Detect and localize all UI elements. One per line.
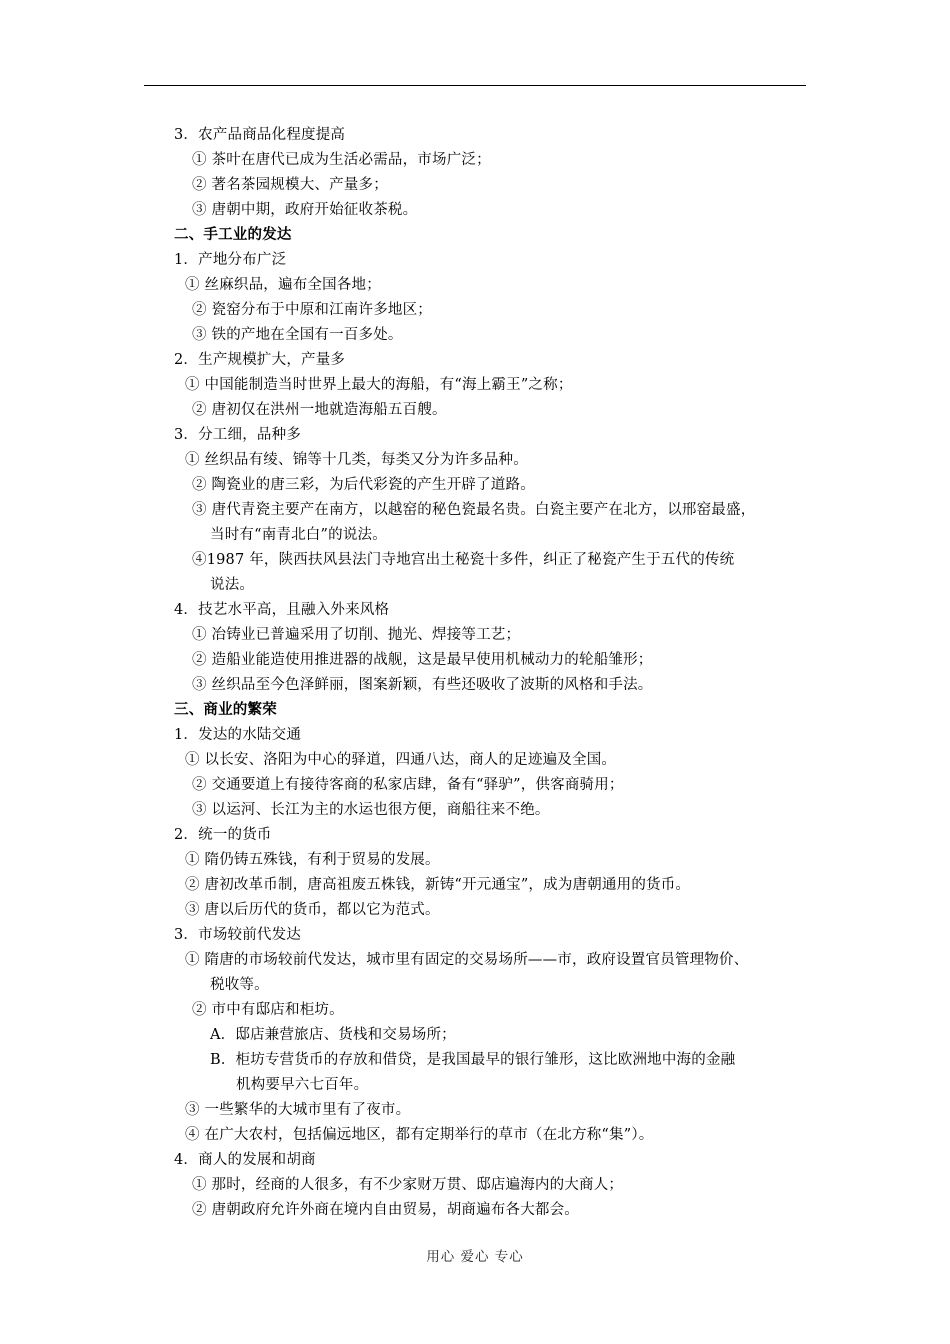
text-line: ① 丝麻织品，遍布全国各地；: [185, 277, 381, 293]
header-rule: [144, 85, 806, 86]
text-line: ③ 丝织品至今色泽鲜丽，图案新颖，有些还吸收了波斯的风格和手法。: [192, 677, 653, 693]
text-line: ③ 铁的产地在全国有一百多处。: [192, 327, 403, 343]
text-line: ① 冶铸业已普遍采用了切削、抛光、焊接等工艺；: [192, 627, 521, 643]
text-line: 3．市场较前代发达: [174, 927, 302, 943]
text-line: ② 唐朝政府允许外商在境内自由贸易，胡商遍布各大都会。: [192, 1202, 580, 1218]
text-line: ② 唐初改革币制，唐高祖废五株钱，新铸“开元通宝”，成为唐朝通用的货币。: [185, 877, 691, 893]
text-line: ③ 以运河、长江为主的水运也很方便，商船往来不绝。: [192, 802, 550, 818]
text-line: ② 陶瓷业的唐三彩，为后代彩瓷的产生开辟了道路。: [192, 477, 535, 493]
text-line: 1．发达的水陆交通: [174, 727, 302, 743]
text-line: 税收等。: [210, 977, 269, 993]
text-line: 当时有“南青北白”的说法。: [210, 527, 387, 543]
text-line: ① 茶叶在唐代已成为生活必需品，市场广泛；: [192, 152, 491, 168]
text-line: ④ 在广大农村，包括偏远地区，都有定期举行的草市（在北方称“集”）。: [185, 1127, 654, 1143]
text-line: ② 瓷窑分布于中原和江南许多地区；: [192, 302, 433, 318]
text-line: 说法。: [210, 577, 255, 593]
text-line: 4．技艺水平高，且融入外来风格: [174, 602, 390, 618]
text-line: ② 交通要道上有接待客商的私家店肆，备有“驿驴”，供客商骑用；: [192, 777, 624, 793]
text-line: ① 中国能制造当时世界上最大的海船，有“海上霸王”之称；: [185, 377, 573, 393]
text-line: 3．农产品商品化程度提高: [174, 127, 346, 143]
text-line: ① 隋仍铸五殊钱，有利于贸易的发展。: [185, 852, 440, 868]
text-line: ② 唐初仅在洪州一地就造海船五百艘。: [192, 402, 447, 418]
text-line: 4．商人的发展和胡商: [174, 1152, 316, 1168]
text-line: A．邸店兼营旅店、货栈和交易场所；: [210, 1027, 456, 1043]
section-heading: 三、商业的繁荣: [174, 701, 277, 718]
text-line: 2．生产规模扩大，产量多: [174, 352, 346, 368]
text-line: ① 以长安、洛阳为中心的驿道，四通八达，商人的足迹遍及全国。: [185, 752, 617, 768]
text-line: ③ 唐朝中期，政府开始征收茶税。: [192, 202, 418, 218]
section-heading: 二、手工业的发达: [174, 226, 292, 243]
text-line: B．柜坊专营货币的存放和借贷，是我国最早的银行雏形，这比欧洲地中海的金融: [210, 1052, 736, 1068]
text-line: 1．产地分布广泛: [174, 252, 287, 268]
text-line: ① 隋唐的市场较前代发达，城市里有固定的交易场所——市，政府设置官员管理物价、: [185, 952, 749, 968]
text-line: 2．统一的货币: [174, 827, 272, 843]
text-line: 机构要早六七百年。: [236, 1077, 369, 1093]
text-line: ④1987 年，陕西扶风县法门寺地宫出土秘瓷十多件，纠正了秘瓷产生于五代的传统: [192, 552, 735, 568]
page-footer: 用心 爱心 专心: [426, 1249, 524, 1265]
text-line: ① 那时，经商的人很多，有不少家财万贯、邸店遍海内的大商人；: [192, 1177, 624, 1193]
text-line: ③ 唐以后历代的货币，都以它为范式。: [185, 902, 440, 918]
text-line: ② 著名茶园规模大、产量多；: [192, 177, 388, 193]
text-line: ③ 一些繁华的大城市里有了夜市。: [185, 1102, 411, 1118]
text-line: ② 造船业能造使用推进器的战舰，这是最早使用机械动力的轮船雏形；: [192, 652, 653, 668]
text-line: ② 市中有邸店和柜坊。: [192, 1002, 344, 1018]
text-line: ① 丝织品有绫、锦等十几类，每类又分为许多品种。: [185, 452, 528, 468]
text-line: 3．分工细，品种多: [174, 427, 302, 443]
text-line: ③ 唐代青瓷主要产在南方，以越窑的秘色瓷最名贵。白瓷主要产在北方，以邢窑最盛，: [192, 502, 756, 518]
